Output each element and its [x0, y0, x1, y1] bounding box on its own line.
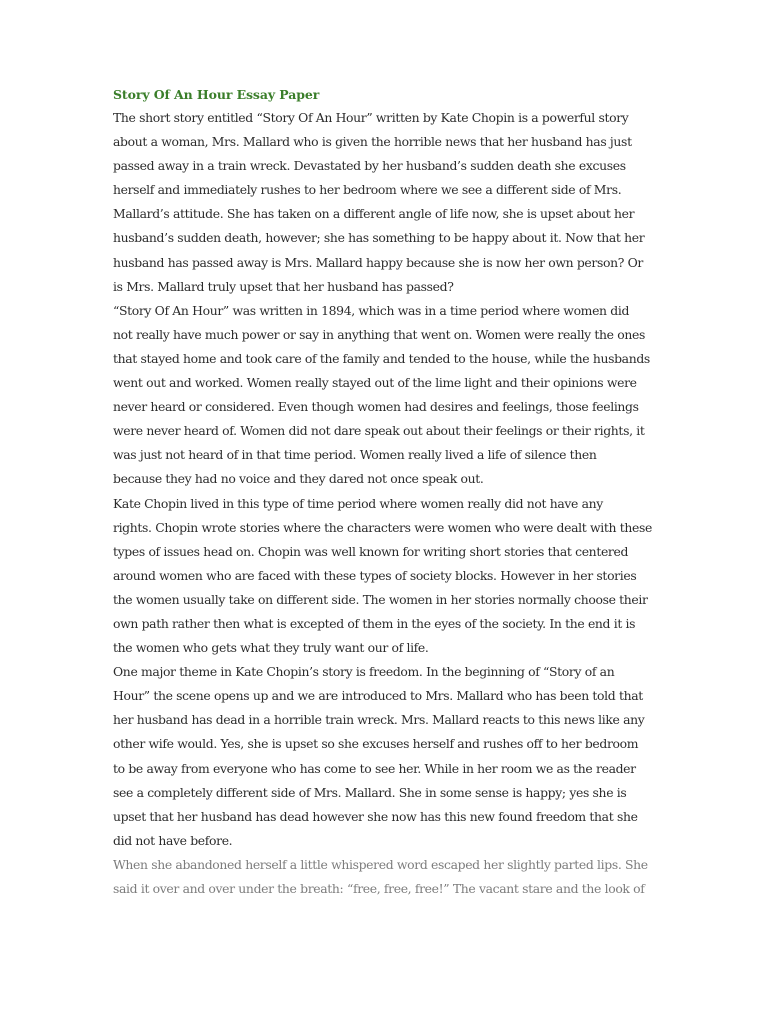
text-line: When she abandoned herself a little whispered word escaped her slightly parted lips. She	[113, 856, 648, 872]
text-line: the women usually take on different side. The women in her stories normally choose their	[113, 591, 648, 607]
text-line: other wife would. Yes, she is upset so she excuses herself and rushes off to her bedroom	[113, 736, 639, 752]
text-line: The short story entitled “Story Of An Hour” written by Kate Chopin is a powerful story	[113, 110, 629, 125]
text-line: went out and worked. Women really stayed out of the lime light and their opinions were	[113, 375, 637, 391]
text-line: never heard or considered. Even though women had desires and feelings, those feelings	[113, 399, 639, 415]
document-body	[113, 106, 658, 901]
paragraph	[113, 660, 658, 853]
text-line: is Mrs. Mallard truly upset that her husband has passed?	[113, 278, 454, 294]
text-line: husband’s sudden death, however; she has something to be happy about it. Now that her	[113, 230, 645, 246]
text-line: her husband has dead in a horrible train wreck. Mrs. Mallard reacts to this news like any	[113, 712, 645, 728]
text-line: said it over and over under the breath: “free, free, free!” The vacant stare and the look of	[113, 881, 645, 896]
text-line: was just not heard of in that time period. Women really lived a life of silence then	[113, 447, 597, 463]
text-line: herself and immediately rushes to her bedroom where we see a different side of Mrs.	[113, 182, 622, 198]
text-line: that stayed home and took care of the family and tended to the house, while the husbands	[113, 350, 650, 366]
text-line: Hour” the scene opens up and we are introduced to Mrs. Mallard who has been told that	[113, 688, 643, 704]
text-line: Mallard’s attitude. She has taken on a different angle of life now, she is upset about her	[113, 206, 635, 222]
text-line: rights. Chopin wrote stories where the characters were women who were dealt with these	[113, 519, 652, 535]
document-title: Story Of An Hour Essay Paper	[113, 87, 320, 102]
text-line: upset that her husband has dead however she now has this new found freedom that she	[113, 808, 638, 824]
text-line: the women who gets what they truly want our of life.	[113, 640, 429, 656]
text-line: own path rather then what is excepted of them in the eyes of the society. In the end it is	[113, 615, 636, 631]
text-line: passed away in a train wreck. Devastated by her husband’s sudden death she excuses	[113, 158, 626, 174]
quoted-paragraph	[113, 853, 658, 901]
text-line: “Story Of An Hour” was written in 1894, which was in a time period where women did	[113, 302, 630, 318]
text-line: were never heard of. Women did not dare speak out about their feelings or their rights, it	[113, 423, 645, 439]
text-line: not really have much power or say in anything that went on. Women were really the ones	[113, 326, 645, 342]
text-line: Kate Chopin lived in this type of time period where women really did not have any	[113, 495, 603, 511]
text-line: did not have before.	[113, 832, 233, 848]
text-line: because they had no voice and they dared not once speak out.	[113, 471, 484, 487]
text-line: One major theme in Kate Chopin’s story is freedom. In the beginning of “Story of an	[113, 664, 615, 680]
document-page	[113, 84, 658, 901]
text-line: to be away from everyone who has come to see her. While in her room we as the reader	[113, 760, 636, 776]
paragraph	[113, 492, 658, 661]
text-line: types of issues head on. Chopin was well known for writing short stories that centered	[113, 543, 629, 559]
paragraph	[113, 299, 658, 492]
paragraph	[113, 106, 658, 299]
text-line: see a completely different side of Mrs. Mallard. She in some sense is happy; yes she is	[113, 784, 627, 800]
text-line: husband has passed away is Mrs. Mallard happy because she is now her own person? Or	[113, 254, 643, 270]
text-line: about a woman, Mrs. Mallard who is given the horrible news that her husband has just	[113, 134, 632, 150]
text-line: around women who are faced with these types of society blocks. However in her stories	[113, 567, 637, 583]
